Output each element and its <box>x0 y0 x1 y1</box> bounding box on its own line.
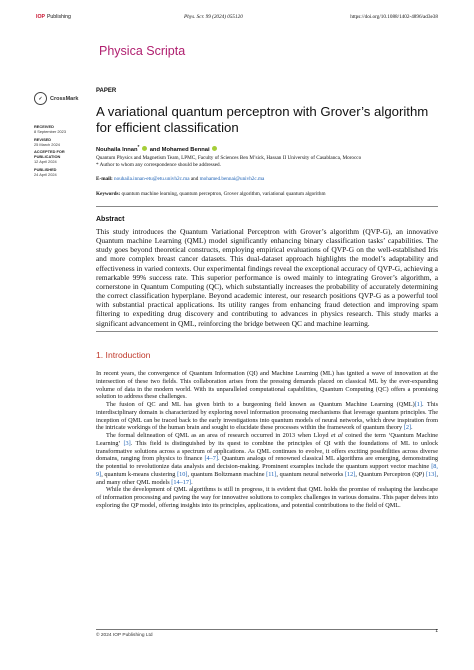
citation-link[interactable]: [11] <box>266 470 277 478</box>
email-connector: and <box>190 176 199 182</box>
date-label: REVISED <box>34 136 52 142</box>
orcid-icon[interactable] <box>142 146 147 151</box>
crossmark-label: CrossMark <box>50 95 79 102</box>
corresponding-note: * Author to whom any correspondence should be addressed. <box>96 161 221 168</box>
paragraph: While the development of QML algorithms is still in progress, it is evident that QML holds the promise of reshaping the landscape of information processing and paving the way for innovative solutions to complex challenges in various domains. This paper delves into exploring the QP model, offering insights into its principles, applications, and potential contributions to the field of QML. <box>96 486 438 509</box>
citation-link[interactable]: [1] <box>414 401 422 408</box>
orcid-icon[interactable] <box>212 146 217 151</box>
date-value: 8 September 2023 <box>34 129 67 134</box>
citation: Phys. Scr. 99 (2024) 055120 <box>184 14 243 20</box>
citation-link[interactable]: [2] <box>403 424 412 432</box>
running-header <box>36 14 438 26</box>
citation-link[interactable]: [3] <box>123 439 131 447</box>
citation-link[interactable]: [4–7] <box>204 455 218 463</box>
date-value: 25 March 2024 <box>34 141 60 147</box>
email-link[interactable]: mohamed.bennai@univh2c.ma <box>199 176 265 182</box>
abstract-text: This study introduces the Quantum Variational Perceptron with Grover’s algorithm (QVP-G), an innovative Quantum machine Learning (QML) model significantly enhancing binary classification tasks’ capabilities. The study goes beyond theoretical constructs, employing empirical evaluations of QVP-G on the well-established Iris and more complex breast cancer datasets. This dual-dataset approach highlights the model’s adaptability and effectiveness in varied contexts. Our experimental findings reveal the exceptional accuracy of QVP-G, achieving a remarkable 99% success rate. This superior performance is owed mainly to integrating Grover’s algorithm, a cornerstone in Quantum Computing (QC), which substantially increases the probability of accurately determining the correct classification hyperplane. Beyond academic interest, our research positions QVP-G as a powerful tool with substantial practical applications. Its utility ranges from enhancing fraud detection and improving spam filtering to expediting drug discovery and contributing to advances in physics research. This study marks a significant advancement in QML, reinforcing the bridge between QC and machine learning. <box>96 227 438 332</box>
citation-link[interactable]: [8, 9] <box>96 463 438 478</box>
citation-link[interactable]: [12] <box>344 470 356 478</box>
author-connector: and <box>149 146 160 153</box>
section-heading: 1. Introduction <box>96 350 151 360</box>
paper-type: PAPER <box>96 88 117 94</box>
citation-link[interactable]: [13] <box>426 470 437 478</box>
date-label: ACCEPTED FOR PUBLICATION <box>34 149 65 159</box>
paragraph: The fusion of QC and ML has given birth to a burgeoning field known as Quantum Machine Learning (QML)[1]. This interdisciplinary domain is characterized by exploring novel information processing mechanisms that leverage quantum principles. The inception of QML can be traced back to the early investigations into quantum models of neural networks, which drew inspiration from the intricate workings of the human brain and sought to elucidate these processes within the framework of quantum theory [2]. <box>96 401 438 432</box>
iop-brand: IOP <box>36 14 45 20</box>
email-label: E-mail: <box>96 176 113 182</box>
citation-link[interactable]: [10] <box>177 470 188 478</box>
paper-title: A variational quantum perceptron with Grover’s algorithm for efficient classification <box>96 104 429 135</box>
copyright: © 2024 IOP Publishing Ltd <box>96 629 438 638</box>
publisher-name: Publishing <box>46 14 71 20</box>
keywords-text: quantum machine learning, quantum perceptron, Grover algorithm, variational quantum algorithm <box>121 191 326 197</box>
date-value: 24 April 2024 <box>34 171 57 177</box>
page-number: 1 <box>435 629 438 634</box>
email-line <box>96 176 438 182</box>
doi-link[interactable]: https://doi.org/10.1088/1402-4896/ad3e38 <box>350 14 438 20</box>
keywords <box>96 191 438 207</box>
crossmark-icon: ✓ <box>34 92 47 105</box>
abstract-heading: Abstract <box>96 216 125 223</box>
corresponding-mark: * <box>137 145 140 150</box>
email-link[interactable]: nouhaila.innan-etu@etu.univh2c.ma <box>114 176 190 182</box>
author-name: Mohamed Bennai <box>161 146 210 153</box>
crossmark-button[interactable] <box>34 92 84 105</box>
author-list <box>96 145 438 153</box>
introduction-body <box>96 370 438 510</box>
paragraph: The formal delineation of QML as an area of research occurred in 2013 when Lloyd et al coined the term ‘Quantum Machine Learning’ [3]. This field is distinguished by its quest to combine the principles of QI with the foundations of ML to unlock transformative solutions across a spectrum of applications. As QML continues to evolve, it offers exciting possibilities across diverse domains, ranging from physics to finance [4–7]. Quantum analogs of renowned classical ML algorithms are emerging, demonstrating the potential to revolutionize data analysis and decision-making. Prominent examples include the quantum support vector machine [8, 9], quantum k-means clustering [10], quantum Boltzmann machine [11], quantum neural networks [12], Quantum Perceptron (QP) [13], and many other QML models [14–17]. <box>96 432 439 486</box>
keywords-label: Keywords: <box>96 191 121 197</box>
date-label: PUBLISHED <box>34 166 57 172</box>
publication-dates <box>34 124 88 179</box>
date-label: RECEIVED <box>34 124 54 129</box>
publisher-logo <box>36 14 71 20</box>
author-name: Nouhaila Innan <box>96 146 138 153</box>
citation-link[interactable]: [14–17] <box>171 478 192 486</box>
date-value: 12 April 2024 <box>34 159 57 164</box>
affiliation-block <box>96 155 438 169</box>
paragraph: In recent years, the convergence of Quantum Information (QI) and Machine Learning (ML) has ignited a wave of innovation at the intersection of these two fields. This collaboration arises from the pressing demands placed on classical ML by the ever-expanding volume of data in the modern world. With its unparalleled computational capabilities, Quantum Computing (QC) offers a promising solution to address these challenges. <box>96 370 438 401</box>
affiliation: Quantum Physics and Magnetism Team, LPMC, Faculty of Sciences Ben M’sick, Hassan II University of Casablanca, Morocco <box>96 155 362 161</box>
journal-name: Physica Scripta <box>99 44 186 58</box>
